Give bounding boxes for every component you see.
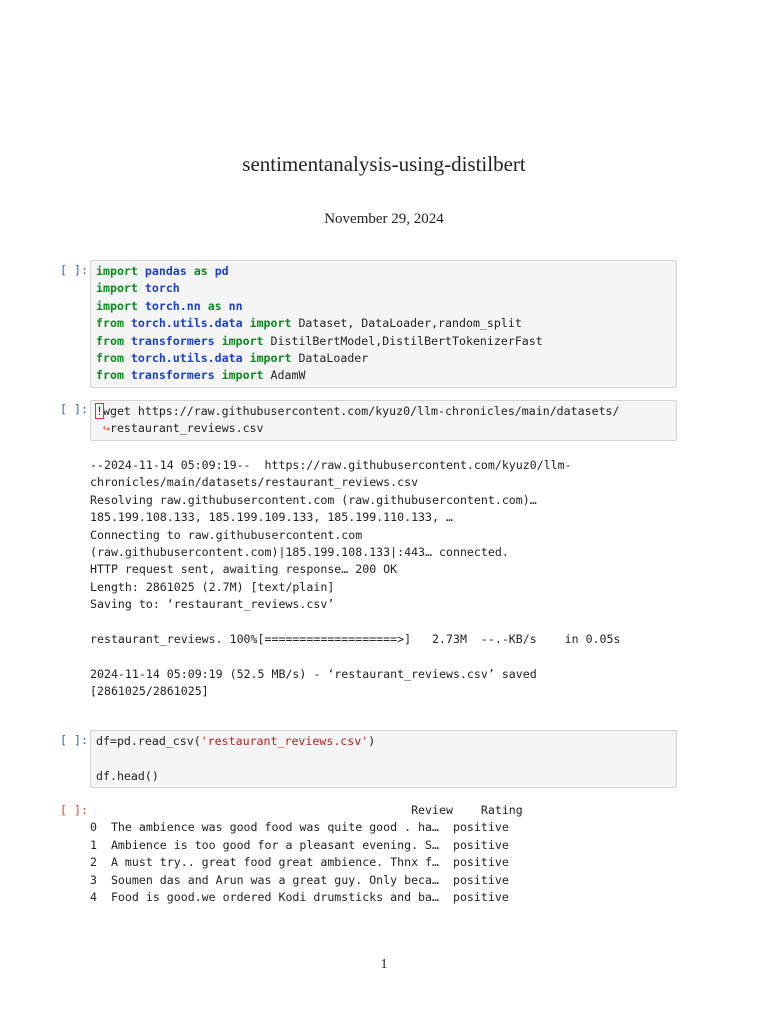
- output-line: Resolving raw.githubusercontent.com (raw.githubusercontent.com)…: [90, 492, 537, 507]
- dataframe-output: [90, 802, 523, 906]
- cell-prompt-imports: [ ]:: [60, 263, 88, 277]
- readcsv-close-paren: ): [368, 734, 376, 748]
- code-line: import torch.nn as nn: [96, 298, 243, 313]
- cell-prompt-wget: [ ]:: [60, 402, 88, 416]
- code-cell-imports[interactable]: [90, 260, 677, 388]
- document-date: November 29, 2024: [324, 211, 444, 227]
- output-line: Connecting to raw.githubusercontent.com: [90, 527, 363, 542]
- wget-output: [90, 457, 620, 700]
- import-lines: [96, 263, 671, 385]
- dataframe-row: 4 Food is good.we ordered Kodi drumsticks and ba… positive: [90, 889, 509, 904]
- dataframe-rows: [90, 819, 523, 906]
- document-title: sentimentanalysis-using-distilbert: [242, 152, 526, 176]
- code-line: from transformers import AdamW: [96, 368, 306, 383]
- output-line: 185.199.108.133, 185.199.109.133, 185.199.110.133, …: [90, 510, 453, 525]
- output-line: (raw.githubusercontent.com)|185.199.108.133|:443… connected.: [90, 544, 509, 559]
- code-line: from torch.utils.data import DataLoader: [96, 350, 369, 365]
- shell-bang: !: [96, 404, 103, 418]
- output-line: 2024-11-14 05:09:19 (52.5 MB/s) - ‘restaurant_reviews.csv’ saved: [90, 666, 537, 681]
- code-cell-readcsv[interactable]: [90, 730, 677, 788]
- page-number: 1: [380, 957, 388, 972]
- output-line: chronicles/main/datasets/restaurant_reviews.csv: [90, 475, 419, 490]
- dataframe-row: 1 Ambience is too good for a pleasant evening. S… positive: [90, 837, 509, 852]
- code-line: from torch.utils.data import Dataset, DataLoader,random_split: [96, 316, 522, 331]
- wget-command: wget https://raw.githubusercontent.com/kyuz0/llm-chronicles/main/datasets/: [102, 404, 620, 418]
- output-line: [2861025/2861025]: [90, 684, 209, 699]
- dataframe-header: Review Rating: [90, 803, 523, 817]
- readcsv-line-3: df.head(): [96, 768, 159, 783]
- readcsv-line-1: [96, 733, 671, 750]
- output-line: [90, 648, 620, 665]
- code-line: import torch: [96, 281, 180, 296]
- output-line: [90, 614, 620, 631]
- dataframe-row: 0 The ambience was good food was quite good . ha… positive: [90, 820, 509, 835]
- output-line: Length: 2861025 (2.7M) [text/plain]: [90, 579, 335, 594]
- wget-line-2: [96, 420, 671, 437]
- code-line: from transformers import DistilBertModel,DistilBertTokenizerFast: [96, 333, 543, 348]
- wget-line-1: [96, 403, 671, 420]
- wget-filename: restaurant_reviews.csv: [109, 421, 264, 436]
- output-line: --2024-11-14 05:09:19-- https://raw.githubusercontent.com/kyuz0/llm-: [90, 458, 572, 472]
- output-line: restaurant_reviews. 100%[===================>] 2.73M --.-KB/s in 0.05s: [90, 631, 621, 646]
- csv-filename-string: 'restaurant_reviews.csv': [200, 734, 369, 748]
- cell-prompt-head-output: [ ]:: [60, 803, 88, 817]
- line-continuation-icon: ↪: [102, 421, 110, 436]
- dataframe-row: 2 A must try.. great food great ambience. Thnx f… positive: [90, 855, 509, 870]
- readcsv-call: df=pd.read_csv(: [96, 734, 201, 748]
- code-cell-wget[interactable]: [90, 400, 677, 441]
- cell-prompt-readcsv: [ ]:: [60, 733, 88, 747]
- readcsv-line-2: [96, 750, 671, 767]
- code-line: import pandas as pd: [96, 264, 229, 278]
- output-line: Saving to: ‘restaurant_reviews.csv’: [90, 597, 335, 612]
- output-line: HTTP request sent, awaiting response… 200 OK: [90, 562, 398, 577]
- dataframe-row: 3 Soumen das and Arun was a great guy. Only beca… positive: [90, 872, 509, 887]
